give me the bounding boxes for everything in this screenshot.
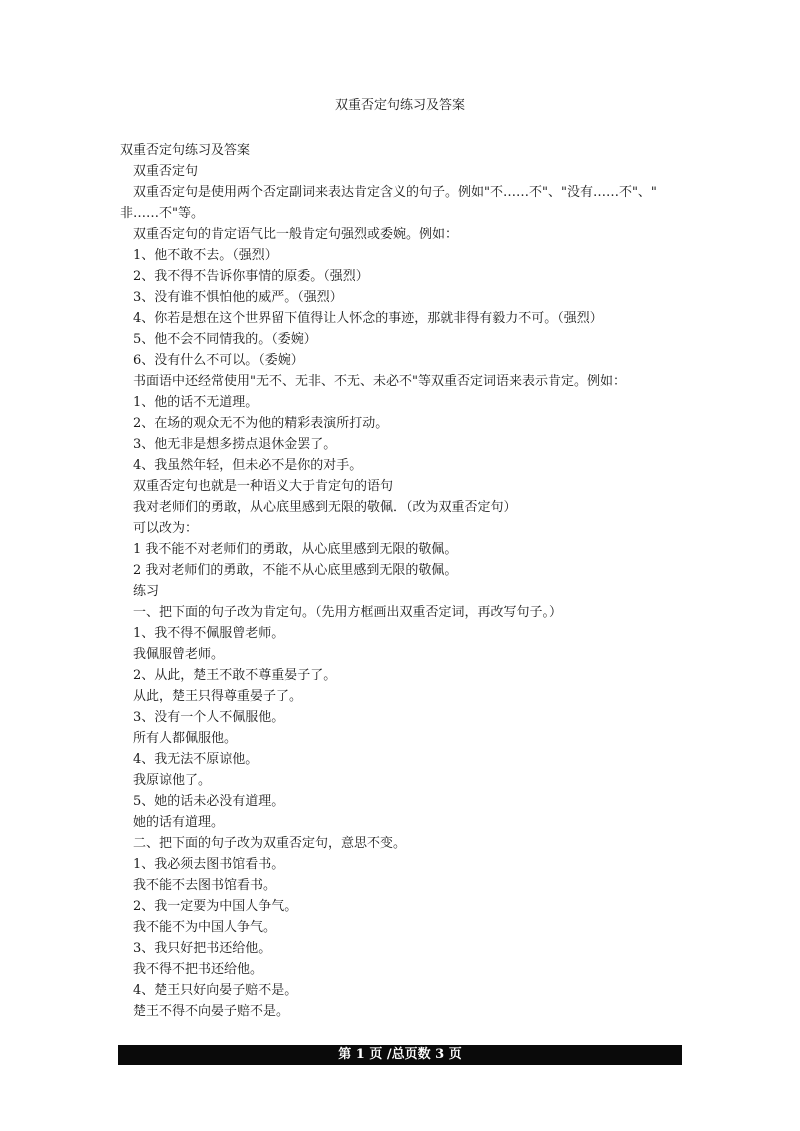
page-title: 双重否定句练习及答案 [334, 98, 465, 113]
document-line: 4、你若是想在这个世界留下值得让人怀念的事迹，那就非得有毅力不可。（强烈） [120, 311, 603, 326]
document-line: 双重否定句练习及答案 [120, 143, 251, 158]
document-line: 4、楚王只好向晏子赔不是。 [120, 983, 298, 998]
document-line: 她的话有道理。 [120, 815, 225, 830]
document-line: 5、她的话未必没有道理。 [120, 794, 285, 809]
document-line: 2、我一定要为中国人争气。 [120, 899, 298, 914]
document-line: 4、我无法不原谅他。 [120, 752, 259, 767]
document-line: 3、没有谁不惧怕他的威严。（强烈） [120, 290, 343, 305]
document-line: 我不得不把书还给他。 [120, 962, 264, 977]
document-line: 1 我不能不对老师们的勇敢，从心底里感到无限的敬佩。 [120, 542, 458, 557]
document-line: 2、从此，楚王不敢不尊重晏子了。 [120, 668, 337, 683]
page-footer [118, 1045, 682, 1065]
document-line: 双重否定句也就是一种语义大于肯定句的语句 [120, 479, 394, 494]
document-line: 6、没有什么不可以。（委婉） [120, 353, 304, 368]
document-line: 从此，楚王只得尊重晏子了。 [120, 689, 303, 704]
document-line: 双重否定句的肯定语气比一般肯定句强烈或委婉。例如： [120, 227, 459, 242]
document-line: 非……不"等。 [120, 206, 204, 221]
document-line: 我不能不为中国人争气。 [120, 920, 277, 935]
page-number-label: 第 1 页 /总页数 3 页 [338, 1047, 462, 1062]
document-line: 1、他的话不无道理。 [120, 395, 259, 410]
document-line: 我不能不去图书馆看书。 [120, 878, 277, 893]
document-line: 双重否定句是使用两个否定副词来表达肯定含义的句子。例如"不……不"、"没有……不"、" [120, 185, 657, 200]
document-line: 2、我不得不告诉你事情的原委。（强烈） [120, 269, 369, 284]
document-line: 3、没有一个人不佩服他。 [120, 710, 285, 725]
document-line: 所有人都佩服他。 [120, 731, 238, 746]
document-line: 我原谅他了。 [120, 773, 212, 788]
document-line: 2 我对老师们的勇敢，不能不从心底里感到无限的敬佩。 [120, 563, 458, 578]
document-line: 我佩服曾老师。 [120, 647, 225, 662]
document-line: 双重否定句 [120, 164, 199, 179]
document-line: 1、他不敢不去。（强烈） [120, 248, 278, 263]
document-line: 书面语中还经常使用"无不、无非、不无、未必不"等双重否定词语来表示肯定。例如： [120, 374, 626, 389]
document-line: 1、我不得不佩服曾老师。 [120, 626, 285, 641]
document-body [120, 140, 690, 1022]
document-line: 3、他无非是想多捞点退休金罢了。 [120, 437, 337, 452]
document-line: 二、把下面的句子改为双重否定句，意思不变。 [120, 836, 407, 851]
document-line: 可以改为： [120, 521, 199, 536]
document-line: 2、在场的观众无不为他的精彩表演所打动。 [120, 416, 389, 431]
document-line: 5、他不会不同情我的。（委婉） [120, 332, 317, 347]
document-line: 一、把下面的句子改为肯定句。（先用方框画出双重否定词，再改写句子。） [120, 605, 563, 620]
document-line: 1、我必须去图书馆看书。 [120, 857, 285, 872]
document-line: 3、我只好把书还给他。 [120, 941, 272, 956]
document-line: 练习 [120, 584, 160, 599]
document-line: 4、我虽然年轻，但未必不是你的对手。 [120, 458, 363, 473]
document-line: 楚王不得不向晏子赔不是。 [120, 1004, 290, 1019]
document-line: 我对老师们的勇敢，从心底里感到无限的敬佩．（改为双重否定句） [120, 500, 517, 515]
